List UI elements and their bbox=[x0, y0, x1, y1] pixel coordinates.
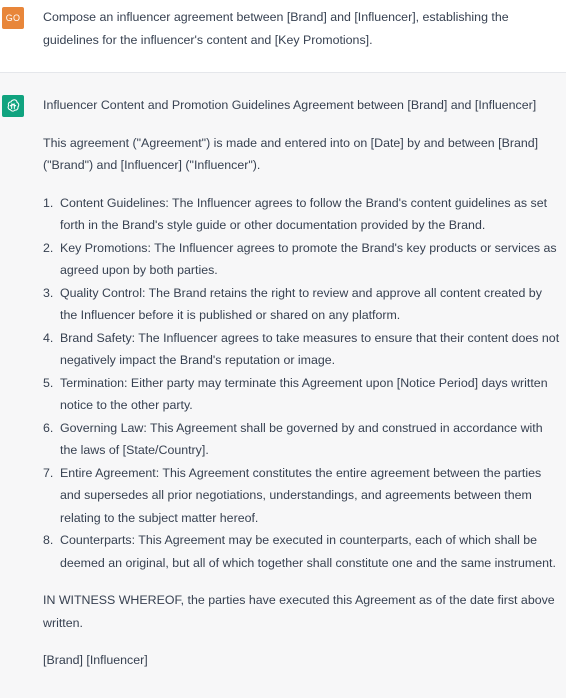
clause-number: 5. bbox=[43, 375, 54, 390]
clause-number: 2. bbox=[43, 240, 54, 255]
user-avatar bbox=[2, 7, 24, 29]
clause-text: Entire Agreement: This Agreement constitutes the entire agreement between the parties and supersedes all prior negotiations, understandings, and agreements between them relating to the subject matter hereof. bbox=[60, 465, 542, 525]
assistant-avatar bbox=[2, 95, 24, 117]
clause-number: 1. bbox=[43, 195, 54, 210]
clause-text: Termination: Either party may terminate this Agreement upon [Notice Period] days written notice to the other party. bbox=[60, 375, 548, 412]
list-item bbox=[43, 529, 560, 574]
signature-line: [Brand] [Influencer] bbox=[43, 653, 148, 667]
clause-text: Governing Law: This Agreement shall be governed by and construed in accordance with the laws of [State/Country]. bbox=[60, 420, 543, 457]
agreement-title: Influencer Content and Promotion Guidelines Agreement between [Brand] and [Influencer] bbox=[43, 98, 537, 112]
clause-number: 7. bbox=[43, 465, 54, 480]
list-item bbox=[43, 417, 560, 462]
clause-number: 8. bbox=[43, 533, 54, 547]
clause-text: Counterparts: This Agreement may be executed in counterparts, each of which shall be deemed an original, but all of which together shall constitute one and the same instrument. bbox=[60, 533, 556, 570]
witness-statement: IN WITNESS WHEREOF, the parties have executed this Agreement as of the date first above written. bbox=[43, 593, 555, 630]
list-item bbox=[43, 372, 560, 417]
openai-logo-icon bbox=[5, 98, 21, 114]
user-avatar-initials: GO bbox=[5, 13, 21, 23]
list-item bbox=[43, 192, 560, 237]
agreement-clauses bbox=[43, 192, 560, 575]
assistant-response bbox=[43, 94, 566, 698]
clause-text: Content Guidelines: The Influencer agrees to follow the Brand's content guidelines as set forth in the Brand's style guide or other documentation provided by the Brand. bbox=[60, 195, 548, 232]
clause-text: Key Promotions: The Influencer agrees to promote the Brand's key products or services as agreed upon by both parties. bbox=[60, 240, 557, 277]
clause-text: Brand Safety: The Influencer agrees to take measures to ensure that their content does not negatively impact the Brand's reputation or image. bbox=[60, 330, 560, 367]
list-item bbox=[43, 282, 560, 327]
user-prompt: Compose an influencer agreement between [Brand] and [Influencer], establishing the guidelines for the influencer's content and [Key Promotions]. bbox=[43, 10, 509, 47]
clause-text: Quality Control: The Brand retains the right to review and approve all content created by the Influencer before it is published or shared on any platform. bbox=[60, 285, 542, 322]
clause-number: 4. bbox=[43, 330, 54, 345]
user-message bbox=[0, 0, 566, 73]
assistant-message bbox=[0, 73, 566, 698]
list-item bbox=[43, 462, 560, 530]
user-message-text bbox=[43, 6, 566, 72]
clause-number: 3. bbox=[43, 285, 54, 300]
list-item bbox=[43, 237, 560, 282]
agreement-intro: This agreement ("Agreement") is made and entered into on [Date] by and between [Brand] ("Brand") and [Influencer] ("Influencer"). bbox=[43, 135, 539, 172]
clause-number: 6. bbox=[43, 420, 54, 435]
list-item bbox=[43, 327, 560, 372]
